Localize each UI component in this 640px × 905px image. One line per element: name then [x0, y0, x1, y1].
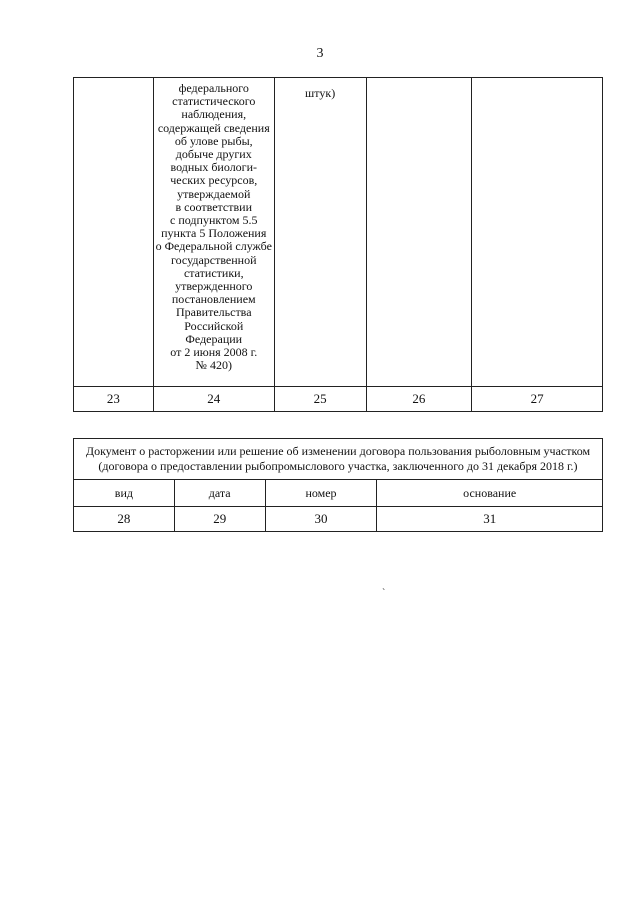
column-number: 26	[366, 387, 472, 412]
table-header-row	[74, 439, 603, 480]
column-header-type: вид	[74, 480, 175, 507]
table-cell-description	[153, 78, 274, 387]
continuation-table	[73, 77, 603, 412]
table-cell-empty	[74, 78, 154, 387]
column-number: 25	[274, 387, 366, 412]
column-header-number: номер	[265, 480, 377, 507]
column-header-date: дата	[174, 480, 265, 507]
column-number: 27	[472, 387, 603, 412]
column-number: 24	[153, 387, 274, 412]
table-row	[74, 78, 603, 387]
page-number: 3	[316, 46, 324, 61]
column-number: 31	[377, 507, 603, 532]
column-number: 29	[174, 507, 265, 532]
table-cell-empty	[472, 78, 603, 387]
termination-document-table	[73, 438, 603, 532]
column-number: 28	[74, 507, 175, 532]
table-cell-units	[274, 78, 366, 387]
column-number: 23	[74, 387, 154, 412]
table-header: Документ о расторжении или решение об изменении договора пользования рыболовным участком (договора о предоставлении рыбопромыслового участка, заключенного до 31 декабря 2018 г.)	[74, 439, 603, 480]
cell-units-text: штук)	[305, 86, 336, 100]
cell-description-text: федерального статистического наблюдения, содержащей сведения об улове рыбы, добыче других водных биологи- ческих ресурсов, утверждаемой в соответствии с подпунктом 5.5 пункта 5 Положения о Федеральной службе государственной статистики, утвержденного постановлением Правительства Российской Федерации от 2 июня 2008 г. № 420)	[155, 81, 272, 373]
column-header-row	[74, 480, 603, 507]
table-cell-empty	[366, 78, 472, 387]
column-header-basis: основание	[377, 480, 603, 507]
column-number-row	[74, 507, 603, 532]
column-number-row	[74, 387, 603, 412]
column-number: 30	[265, 507, 377, 532]
stray-mark: `	[382, 588, 386, 599]
